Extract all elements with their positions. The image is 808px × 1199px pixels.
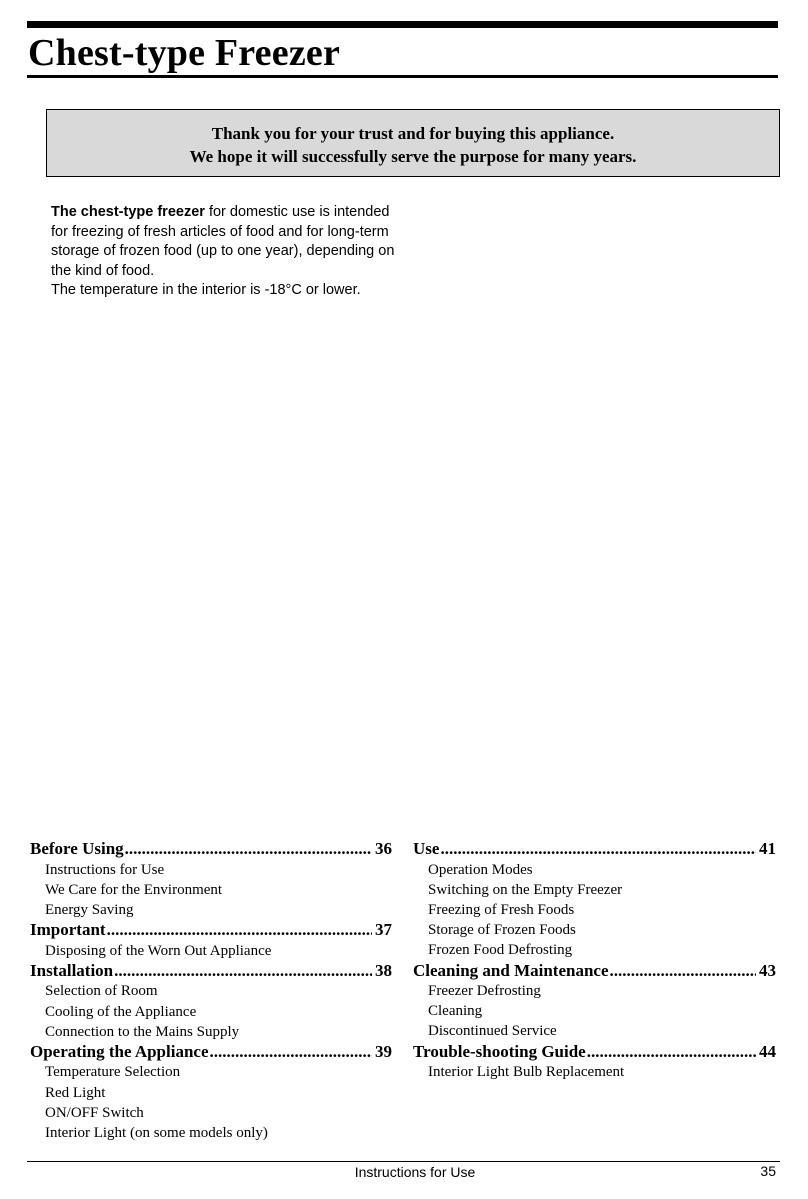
toc-section-title: Cleaning and Maintenance — [413, 960, 609, 980]
footer-rule — [27, 1161, 780, 1162]
toc-item[interactable]: Connection to the Mains Supply — [45, 1023, 240, 1040]
toc-item[interactable]: Switching on the Empty Freezer — [428, 881, 623, 898]
toc-item[interactable]: Disposing of the Worn Out Appliance — [45, 942, 272, 959]
toc-left-column — [30, 839, 392, 1143]
toc-page-number: 43 — [759, 960, 776, 980]
toc-section-title: Use — [413, 839, 440, 858]
toc-page-number: 44 — [759, 1041, 776, 1061]
toc-item[interactable]: Selection of Room — [45, 983, 158, 1000]
toc-item[interactable]: Freezing of Fresh Foods — [428, 901, 575, 918]
intro-paragraph — [51, 203, 396, 301]
thank-you-box — [46, 109, 780, 177]
toc-section-cleaning[interactable] — [413, 961, 776, 982]
toc-item[interactable]: Energy Saving — [45, 901, 134, 918]
toc-leader — [125, 839, 372, 860]
toc-page-number: 39 — [375, 1041, 392, 1061]
toc-item[interactable]: Storage of Frozen Foods — [428, 922, 576, 939]
toc-item[interactable]: We Care for the Environment — [45, 881, 223, 898]
toc-item[interactable]: Interior Light Bulb Replacement — [428, 1064, 625, 1081]
toc-item[interactable]: Red Light — [45, 1084, 106, 1101]
toc-page-number: 38 — [375, 960, 392, 980]
toc-item[interactable]: ON/OFF Switch — [45, 1104, 144, 1121]
toc-leader — [210, 1042, 372, 1063]
toc-item[interactable]: Discontinued Service — [428, 1023, 557, 1040]
intro-lead: The chest-type freezer — [51, 204, 205, 220]
toc-section-title: Trouble-shooting Guide — [413, 1041, 586, 1061]
title-rule — [27, 75, 778, 78]
toc-item[interactable]: Freezer Defrosting — [428, 983, 541, 1000]
toc-leader — [114, 961, 372, 982]
page-title: Chest-type Freezer — [28, 32, 341, 74]
toc-item[interactable]: Interior Light (on some models only) — [45, 1125, 268, 1142]
toc-item[interactable]: Instructions for Use — [45, 861, 165, 878]
thank-you-line-2: We hope it will successfully serve the purpose for many years. — [189, 147, 637, 166]
toc-section-troubleshooting[interactable] — [413, 1042, 776, 1063]
toc-page-number: 41 — [759, 839, 776, 858]
toc-leader — [107, 920, 372, 941]
toc-page-number: 36 — [375, 839, 392, 858]
toc-section-operating[interactable] — [30, 1042, 392, 1063]
toc-section-title: Installation — [30, 960, 114, 980]
toc-item[interactable]: Operation Modes — [428, 861, 533, 878]
toc-section-important[interactable] — [30, 920, 392, 941]
intro-temperature: The temperature in the interior is -18°C or lower. — [51, 282, 361, 299]
footer-label: Instructions for Use — [354, 1164, 476, 1180]
page-number: 35 — [760, 1163, 776, 1179]
toc-item[interactable]: Cooling of the Appliance — [45, 1003, 197, 1020]
toc-section-title: Operating the Appliance — [30, 1041, 209, 1061]
toc-section-installation[interactable] — [30, 961, 392, 982]
toc-leader — [587, 1042, 756, 1063]
thank-you-line-1: Thank you for your trust and for buying this appliance. — [211, 124, 615, 143]
top-rule — [27, 21, 778, 28]
toc-section-title: Before Using — [30, 839, 124, 858]
toc-section-before-using[interactable] — [30, 839, 392, 860]
toc-leader — [440, 839, 756, 860]
toc-item[interactable]: Frozen Food Defrosting — [428, 942, 573, 959]
toc-item[interactable]: Cleaning — [428, 1003, 483, 1020]
toc-page-number: 37 — [375, 920, 392, 940]
toc-leader — [610, 961, 756, 982]
intro-text: for domestic use is intended for freezing of fresh articles of food and for long-term storage of frozen food (up to one year), depending on the kind of food. — [51, 204, 395, 279]
toc-section-title: Important — [30, 920, 106, 940]
toc-item[interactable]: Temperature Selection — [45, 1064, 181, 1081]
toc-section-use[interactable] — [413, 839, 776, 860]
toc-right-column — [413, 839, 776, 1082]
